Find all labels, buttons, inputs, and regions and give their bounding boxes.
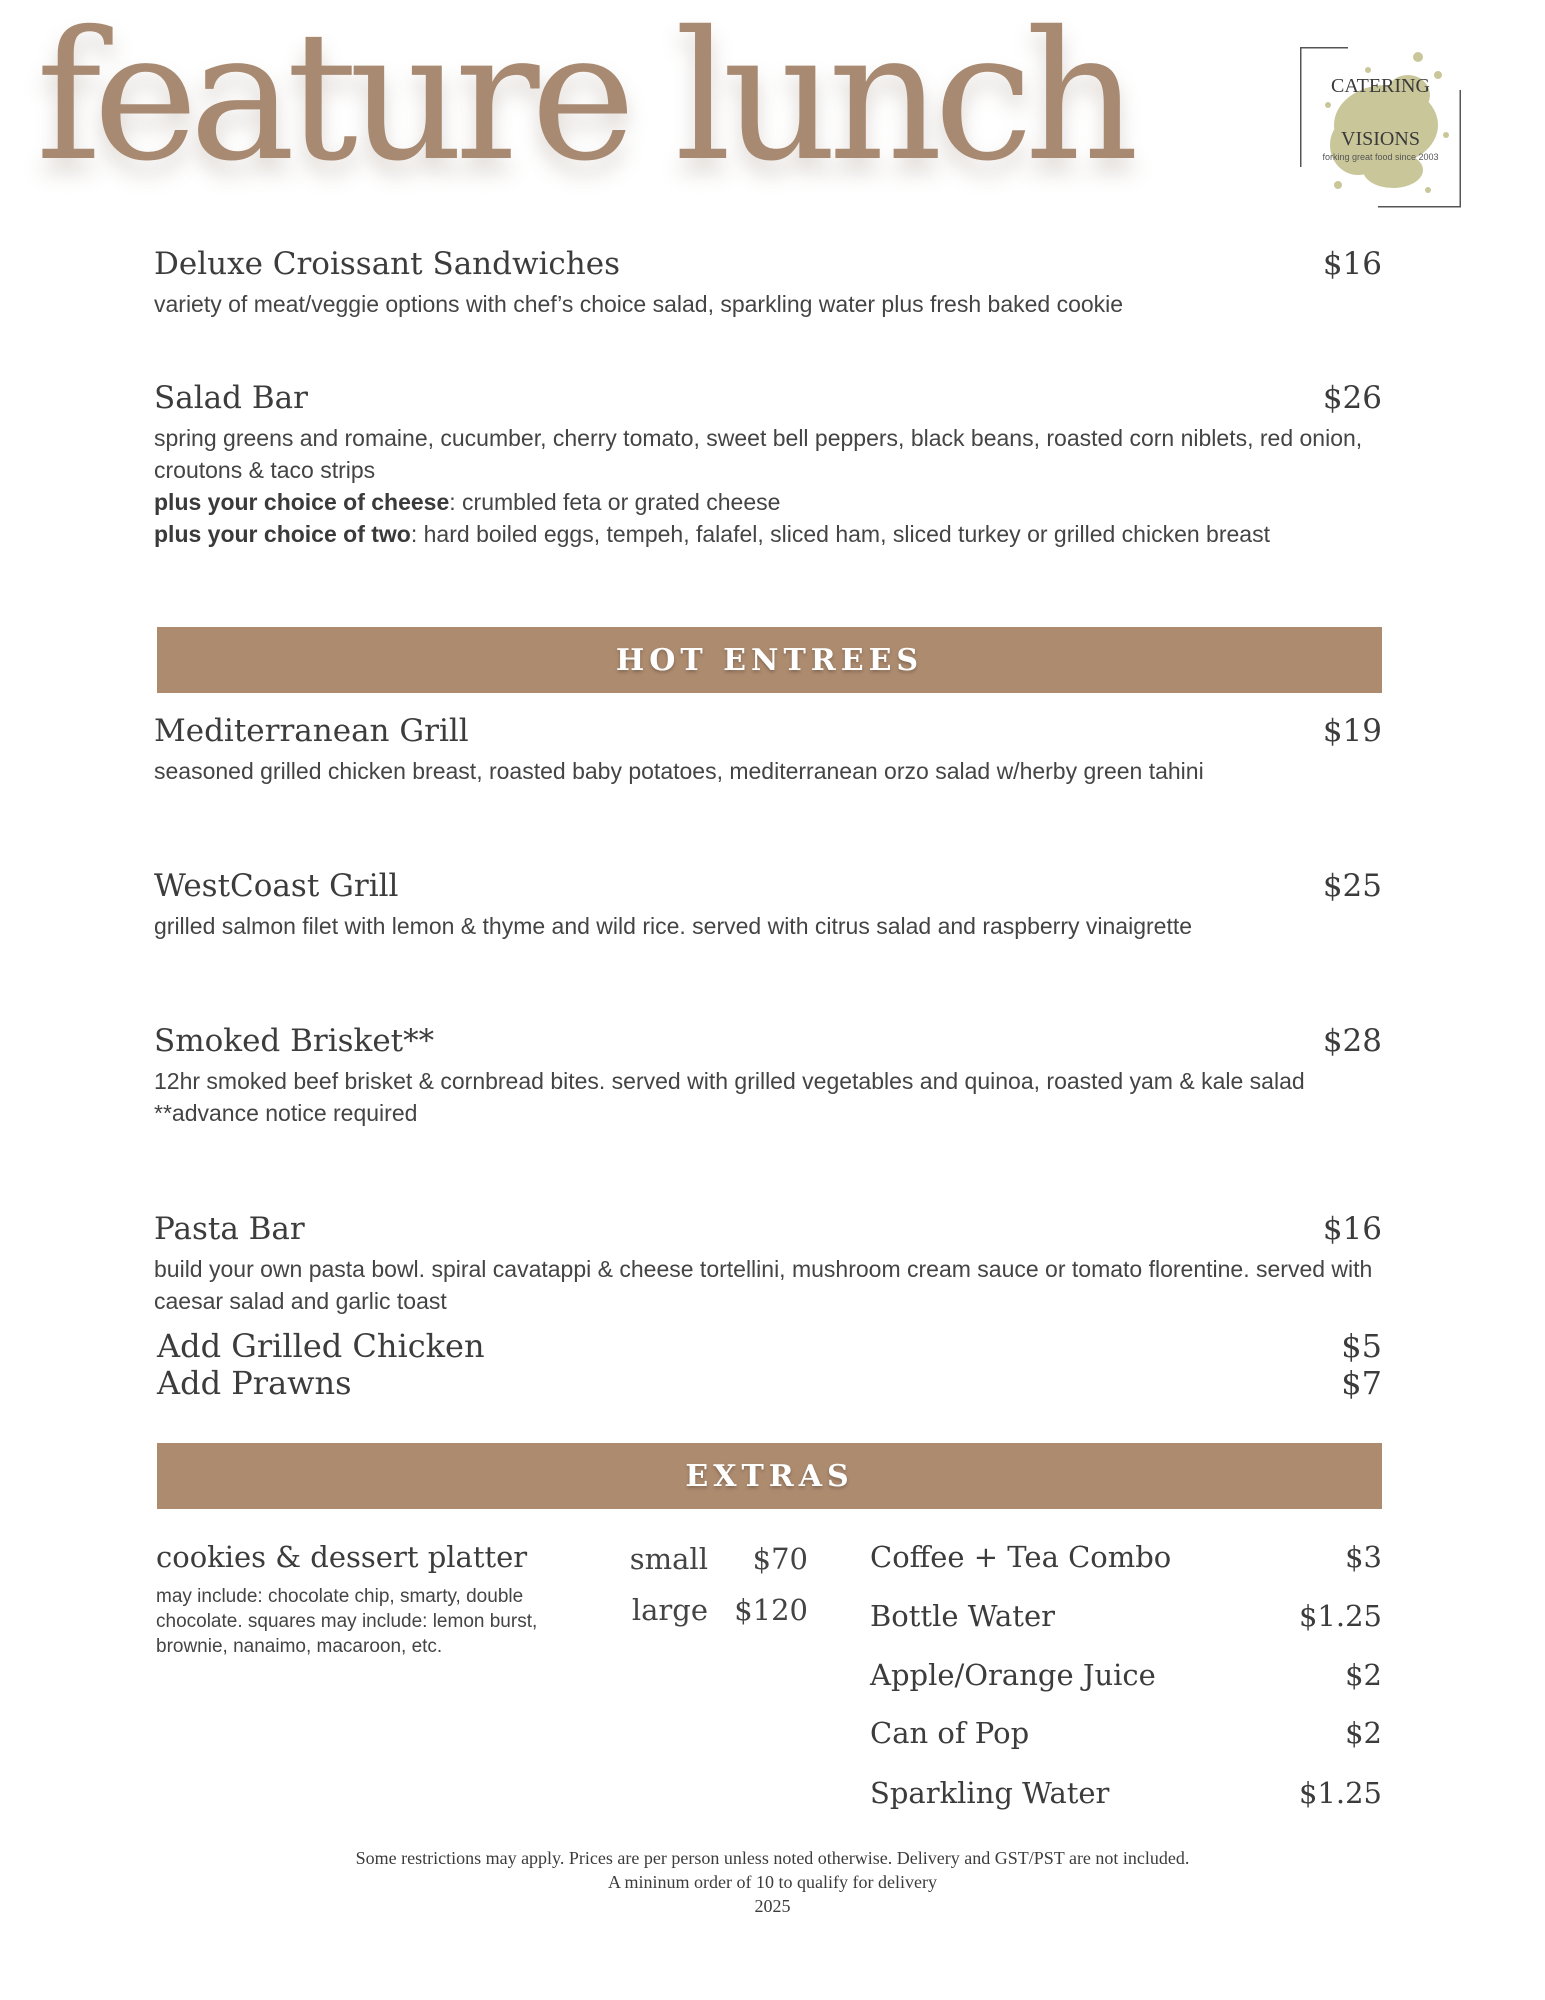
catering-visions-logo [1298,45,1463,210]
menu-item-mediterranean-grill [154,713,1382,823]
addon-name: Add Grilled Chicken [157,1327,485,1365]
item-name: WestCoast Grill [154,868,399,904]
drink-name: Coffee + Tea Combo [870,1540,1172,1574]
drink-bottle-water [870,1599,1382,1639]
choice-text: : crumbled feta or grated cheese [449,489,781,515]
addon-name: Add Prawns [157,1364,352,1402]
addon-price: $7 [1341,1364,1382,1402]
item-price: $16 [1322,246,1382,282]
logo-line-1: CATERING [1331,75,1430,97]
item-name: Salad Bar [154,380,308,416]
choice-text: : hard boiled eggs, tempeh, falafel, sliced ham, sliced turkey or grilled chicken breast [410,521,1270,547]
addon-price: $5 [1341,1327,1382,1365]
footer-minimum-order: A mininum order of 10 to qualify for delivery [608,1872,937,1892]
drink-can-of-pop [870,1716,1382,1756]
item-description: spring greens and romaine, cucumber, cherry tomato, sweet bell peppers, black beans, roasted corn niblets, red onion, croutons & taco strips [154,425,1363,483]
item-name: Pasta Bar [154,1211,305,1247]
item-price: $16 [1322,1211,1382,1247]
item-name: Smoked Brisket** [154,1023,435,1059]
item-name: Mediterranean Grill [154,713,469,749]
addon-prawns [157,1364,1382,1402]
item-description: variety of meat/veggie options with chef’s choice salad, sparkling water plus fresh baked cookie [154,291,1124,317]
drink-coffee-tea [870,1540,1382,1580]
logo-tagline: forking great food since 2003 [1322,152,1439,162]
dessert-description: may include: chocolate chip, smarty, double chocolate. squares may include: lemon burst, brownie, nanaimo, macaroon, etc. [156,1586,538,1657]
item-description: build your own pasta bowl. spiral cavatappi & cheese tortellini, mushroom cream sauce or tomato florentine. served with caesar salad and garlic toast [154,1256,1373,1314]
size-label: large [631,1593,708,1627]
item-description: seasoned grilled chicken breast, roasted baby potatoes, mediterranean orzo salad w/herby green tahini [154,758,1204,784]
drink-price: $1.25 [1298,1776,1382,1810]
item-description: 12hr smoked beef brisket & cornbread bites. served with grilled vegetables and quinoa, roasted yam & kale salad [154,1068,1305,1094]
drink-price: $2 [1345,1716,1382,1750]
drink-price: $3 [1345,1540,1382,1574]
item-description: grilled salmon filet with lemon & thyme and wild rice. served with citrus salad and raspberry vinaigrette [154,913,1193,939]
footer-year: 2025 [754,1896,791,1916]
section-header-hot-entrees: HOT ENTREES [157,627,1382,693]
page-title: feature lunch [36,0,1131,200]
dessert-platter [156,1540,596,1659]
choice-label: plus your choice of two [154,521,411,547]
menu-item-croissant [154,246,1382,321]
menu-item-pasta-bar [154,1211,1382,1321]
size-price: $120 [734,1593,808,1627]
drink-juice [870,1658,1382,1698]
drink-sparkling-water [870,1776,1382,1816]
size-price: $70 [752,1542,808,1576]
menu-item-smoked-brisket [154,1023,1382,1168]
size-label: small [629,1542,708,1576]
drink-price: $1.25 [1298,1599,1382,1633]
drink-name: Bottle Water [870,1599,1055,1633]
menu-item-westcoast-grill [154,868,1382,978]
choice-label: plus your choice of cheese [154,489,450,515]
footer-restrictions: Some restrictions may apply. Prices are per person unless noted otherwise. Delivery and GST/PST are not included. [355,1848,1190,1868]
logo-line-2: VISIONS [1341,128,1420,150]
item-price: $26 [1322,380,1382,416]
dessert-size-small [620,1542,808,1578]
drink-name: Sparkling Water [870,1776,1110,1810]
dessert-name: cookies & dessert platter [156,1540,528,1574]
section-header-extras: EXTRAS [157,1443,1382,1509]
protein-choice [154,518,1382,550]
cheese-choice [154,486,1382,518]
item-price: $28 [1322,1023,1382,1059]
item-name: Deluxe Croissant Sandwiches [154,246,621,282]
item-price: $19 [1322,713,1382,749]
drink-name: Can of Pop [870,1716,1030,1750]
addon-grilled-chicken [157,1327,1382,1365]
item-price: $25 [1322,868,1382,904]
menu-item-salad-bar [154,380,1382,580]
footer-notes [0,1846,1545,1918]
item-note: **advance notice required [154,1100,418,1126]
drink-price: $2 [1345,1658,1382,1692]
dessert-size-large [620,1593,808,1629]
drink-name: Apple/Orange Juice [870,1658,1156,1692]
